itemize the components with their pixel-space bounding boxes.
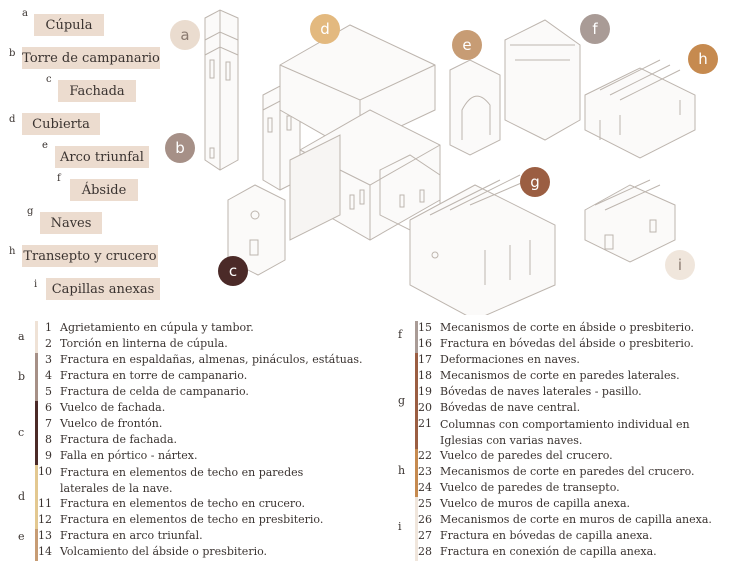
failure-number: 11 xyxy=(38,497,52,510)
marker-f xyxy=(580,14,610,44)
annex-chapel-drawing xyxy=(585,180,675,262)
failure-item xyxy=(32,417,162,431)
failure-number: 19 xyxy=(418,385,432,398)
legend-item xyxy=(0,113,170,137)
failure-number: 27 xyxy=(418,529,432,542)
group-letter: g xyxy=(398,394,406,407)
failure-number: 17 xyxy=(418,353,432,366)
marker-letter: i xyxy=(677,256,683,274)
failure-text: Mecanismos de corte en paredes laterales. xyxy=(440,369,680,382)
failure-item xyxy=(412,417,720,449)
legend-item xyxy=(0,278,170,302)
failure-item xyxy=(32,545,267,559)
failure-text: Vuelco de frontón. xyxy=(60,417,163,430)
failure-item xyxy=(412,529,652,543)
failure-number: 13 xyxy=(38,529,52,542)
failure-text: Columnas con comportamiento individual en Iglesias con varias naves. xyxy=(440,418,690,447)
failure-number: 2 xyxy=(45,337,52,350)
marker-letter: e xyxy=(462,36,472,54)
group-letter: h xyxy=(398,464,406,477)
marker-letter: c xyxy=(228,262,238,280)
failure-item xyxy=(32,385,249,399)
legend-item xyxy=(0,140,170,170)
main-church-drawing xyxy=(280,25,440,240)
dome-tower-drawing xyxy=(205,10,238,170)
failure-item xyxy=(32,449,198,463)
failure-item xyxy=(32,497,305,511)
failure-item xyxy=(412,465,695,479)
legend-label: Torre de campanario xyxy=(22,47,160,69)
group-letter: a xyxy=(18,330,25,343)
failure-number: 15 xyxy=(418,321,432,334)
failure-item xyxy=(412,337,694,351)
failure-text: Fractura en arco triunfal. xyxy=(60,529,203,542)
failure-number: 28 xyxy=(418,545,432,558)
failure-number: 1 xyxy=(45,321,52,334)
failure-text: Vuelco de muros de capilla anexa. xyxy=(440,497,631,510)
legend-item xyxy=(0,47,170,71)
legend-item xyxy=(0,173,170,203)
failure-text: Vuelco de fachada. xyxy=(60,401,166,414)
failure-number: 4 xyxy=(45,369,52,382)
marker-letter: f xyxy=(592,20,598,38)
legend-letter: a xyxy=(22,8,28,19)
marker-letter: b xyxy=(175,139,185,157)
failure-number: 14 xyxy=(38,545,52,558)
failure-item xyxy=(412,369,680,383)
failure-text: Fractura en torre de campanario. xyxy=(60,369,248,382)
failure-item xyxy=(412,353,580,367)
failure-item xyxy=(32,337,228,351)
legend-letter: g xyxy=(27,206,34,217)
failure-item xyxy=(32,529,203,543)
marker-d xyxy=(310,14,340,44)
group-letter: f xyxy=(398,328,403,341)
failure-item xyxy=(32,369,247,383)
failure-item xyxy=(412,401,580,415)
legend-label: Arco triunfal xyxy=(55,146,149,168)
failure-text: Bóvedas de nave central. xyxy=(440,401,581,414)
failure-text: Mecanismos de corte en muros de capilla anexa. xyxy=(440,513,712,526)
failure-item xyxy=(32,321,254,335)
failure-item xyxy=(32,513,323,527)
legend-letter: i xyxy=(34,279,38,290)
marker-letter: a xyxy=(180,26,190,44)
marker-letter: h xyxy=(698,50,708,68)
failure-item xyxy=(412,497,630,511)
failure-text: Fractura de celda de campanario. xyxy=(60,385,249,398)
legend-label: Ábside xyxy=(70,179,138,201)
failure-number: 18 xyxy=(418,369,432,382)
triumphal-arch-drawing xyxy=(450,60,500,155)
legend-letter: e xyxy=(42,140,48,151)
failure-item xyxy=(32,433,177,447)
group-letter: d xyxy=(18,490,26,503)
failure-text: Agrietamiento en cúpula y tambor. xyxy=(60,321,254,334)
failure-text: Fractura en elementos de techo en crucero. xyxy=(60,497,306,510)
marker-h xyxy=(688,44,718,74)
failure-item xyxy=(412,545,657,559)
legend-item xyxy=(0,245,170,269)
failure-text: Bóvedas de naves laterales - pasillo. xyxy=(440,385,642,398)
failure-item xyxy=(412,449,613,463)
failure-text: Fractura de fachada. xyxy=(60,433,178,446)
legend-item xyxy=(0,206,170,236)
failure-number: 21 xyxy=(418,417,432,430)
failure-item xyxy=(32,401,165,415)
marker-a xyxy=(170,20,200,50)
failure-text: Mecanismos de corte en paredes del crucero. xyxy=(440,465,695,478)
transept-drawing xyxy=(585,60,695,158)
failure-number: 24 xyxy=(418,481,432,494)
failure-number: 26 xyxy=(418,513,432,526)
legend-label: Naves xyxy=(40,212,102,234)
failure-text: Volcamiento del ábside o presbiterio. xyxy=(60,545,268,558)
legend-letter: f xyxy=(57,173,61,184)
legend-letter: d xyxy=(9,114,16,125)
legend-label: Transepto y crucero xyxy=(22,245,158,267)
failure-number: 3 xyxy=(45,353,52,366)
failure-text: Fractura en bóvedas de capilla anexa. xyxy=(440,529,653,542)
failure-number: 22 xyxy=(418,449,432,462)
legend-label: Cubierta xyxy=(22,113,100,135)
apse-drawing xyxy=(505,20,580,140)
failure-number: 16 xyxy=(418,337,432,350)
failure-number: 8 xyxy=(45,433,52,446)
failure-number: 23 xyxy=(418,465,432,478)
failure-text: Falla en pórtico - nártex. xyxy=(60,449,198,462)
failure-text: Fractura en bóvedas del ábside o presbiterio. xyxy=(440,337,694,350)
group-letter: b xyxy=(18,370,26,383)
marker-letter: d xyxy=(320,20,330,38)
failure-text: Fractura en espaldañas, almenas, pináculos, estátuas. xyxy=(60,353,363,366)
failure-text: Mecanismos de corte en ábside o presbiterio. xyxy=(440,321,695,334)
failure-number: 5 xyxy=(45,385,52,398)
legend-item xyxy=(0,8,170,38)
legend-label: Fachada xyxy=(58,80,136,102)
failure-text: Vuelco de paredes de transepto. xyxy=(440,481,620,494)
failure-number: 12 xyxy=(38,513,52,526)
failure-text: Fractura en conexión de capilla anexa. xyxy=(440,545,657,558)
failure-number: 25 xyxy=(418,497,432,510)
legend-letter: c xyxy=(46,74,52,85)
failure-number: 9 xyxy=(45,449,52,462)
group-letter: c xyxy=(18,426,25,439)
failure-text: Fractura en elementos de techo en presbiterio. xyxy=(60,513,324,526)
marker-c xyxy=(218,256,248,286)
failure-text: Torción en linterna de cúpula. xyxy=(60,337,228,350)
legend-item xyxy=(0,74,170,104)
failure-number: 7 xyxy=(45,417,52,430)
failure-item xyxy=(412,385,642,399)
failure-item xyxy=(412,321,694,335)
marker-e xyxy=(452,30,482,60)
marker-i xyxy=(665,250,695,280)
legend-letter: h xyxy=(9,246,16,257)
failure-item xyxy=(32,465,330,497)
failure-item xyxy=(412,513,712,527)
legend-label: Capillas anexas xyxy=(46,278,160,300)
failure-item xyxy=(412,481,620,495)
group-letter: e xyxy=(18,530,25,543)
marker-g xyxy=(520,167,550,197)
failure-number: 10 xyxy=(38,465,52,478)
marker-b xyxy=(165,133,195,163)
failure-text: Vuelco de paredes del crucero. xyxy=(440,449,613,462)
legend-label: Cúpula xyxy=(34,14,104,36)
failure-item xyxy=(32,353,363,367)
failure-text: Deformaciones en naves. xyxy=(440,353,580,366)
failure-number: 20 xyxy=(418,401,432,414)
group-letter: i xyxy=(398,520,402,533)
marker-letter: g xyxy=(530,173,540,191)
failure-number: 6 xyxy=(45,401,52,414)
legend-letter: b xyxy=(9,48,16,59)
failure-text: Fractura en elementos de techo en paredes laterales de la nave. xyxy=(60,466,304,495)
